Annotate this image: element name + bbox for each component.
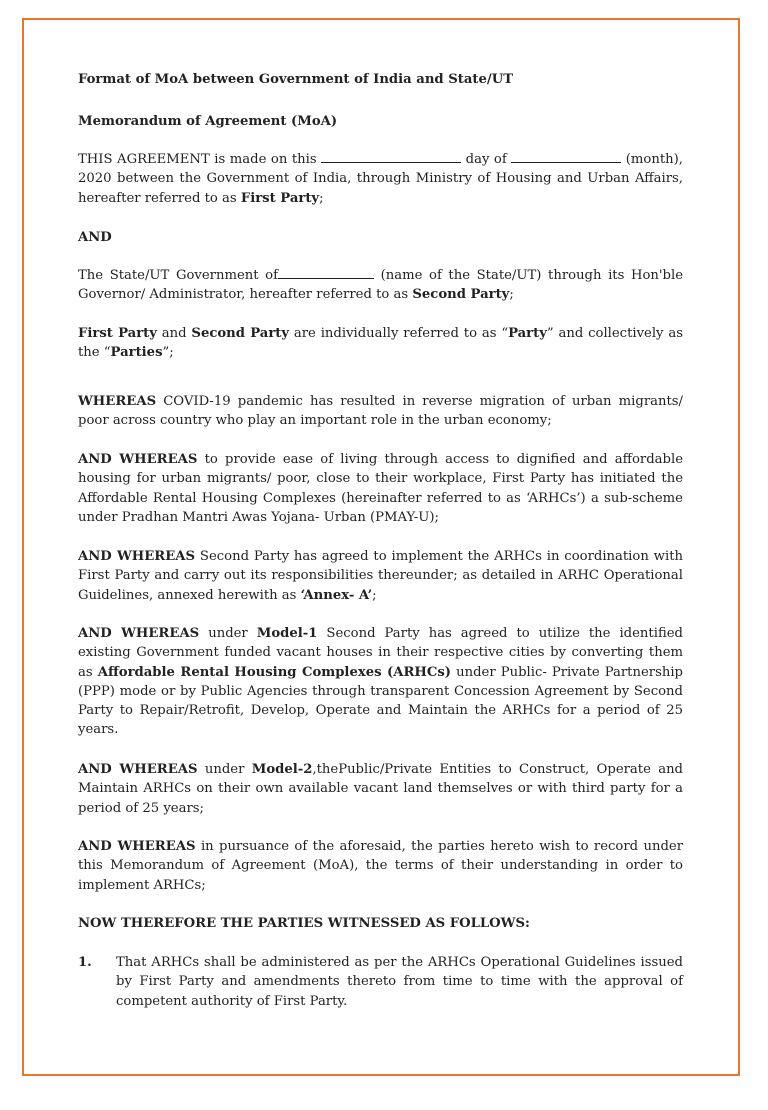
- and-heading: AND: [78, 230, 112, 245]
- date-blank: [321, 150, 461, 163]
- month-blank: [511, 150, 621, 163]
- paragraph-whereas-model1: AND WHEREAS under Model-1 Second Party has agreed to utilize the identified existing Government funded vacant houses in their respective cities by converting them as Affordable Rental Housing Complexes (ARHCs) under Public- Private Partnership (PPP) mode or by Public Agencies through transparent Concession Agreement by Second Party to Repair/Retrofit, Develop, Operate and Maintain the ARHCs for a period of 25 years.: [78, 626, 684, 738]
- paragraph-parties-definition: First Party and Second Party are individually referred to as “Party” and collectively as the “Parties”;: [78, 326, 683, 361]
- paragraph-agreement-date: THIS AGREEMENT is made on this day of (month), 2020 between the Government of India, through Ministry of Housing and Urban Affairs, hereafter referred to as First Party;: [78, 152, 683, 206]
- clause-text: That ARHCs shall be administered as per the ARHCs Operational Guidelines issued by First Party and amendments thereto from time to time with the approval of competent authority of First Party.: [116, 955, 683, 1009]
- state-blank: [278, 266, 374, 279]
- paragraph-whereas-implement: AND WHEREAS Second Party has agreed to implement the ARHCs in coordination with First Party and carry out its responsibilities thereunder; as detailed in ARHC Operational Guidelines, annexed herewith as ‘Annex- A’;: [78, 549, 683, 603]
- paragraph-whereas-model2: AND WHEREAS under Model-2,thePublic/Private Entities to Construct, Operate and Maintain ARHCs on their own available vacant land themselves or with third party for a period of 25 years;: [78, 762, 683, 816]
- document-title: Format of MoA between Government of India and State/UT: [78, 72, 514, 87]
- witness-heading: NOW THEREFORE THE PARTIES WITNESSED AS FOLLOWS:: [78, 916, 530, 931]
- paragraph-state-party: The State/UT Government of (name of the State/UT) through its Hon'ble Governor/ Administrator, hereafter referred to as Second Party;: [78, 268, 683, 303]
- document-subtitle: Memorandum of Agreement (MoA): [78, 114, 338, 129]
- paragraph-whereas-housing: AND WHEREAS to provide ease of living through access to dignified and affordable housing for urban migrants/ poor, close to their workplace, First Party has initiated the Affordable Rental Housing Complexes (hereinafter referred to as ‘ARHCs’) a sub-scheme under Pradhan Mantri Awas Yojana- Urban (PMAY-U);: [78, 452, 683, 525]
- paragraph-whereas-record: AND WHEREAS in pursuance of the aforesaid, the parties hereto wish to record under this Memorandum of Agreement (MoA), the terms of their understanding in order to implement ARHCs;: [78, 839, 683, 893]
- clause-item-1: [78, 953, 683, 1013]
- clause-number: 1.: [78, 955, 92, 970]
- paragraph-whereas-covid: WHEREAS COVID-19 pandemic has resulted in reverse migration of urban migrants/ poor across country who play an important role in the urban economy;: [78, 394, 683, 429]
